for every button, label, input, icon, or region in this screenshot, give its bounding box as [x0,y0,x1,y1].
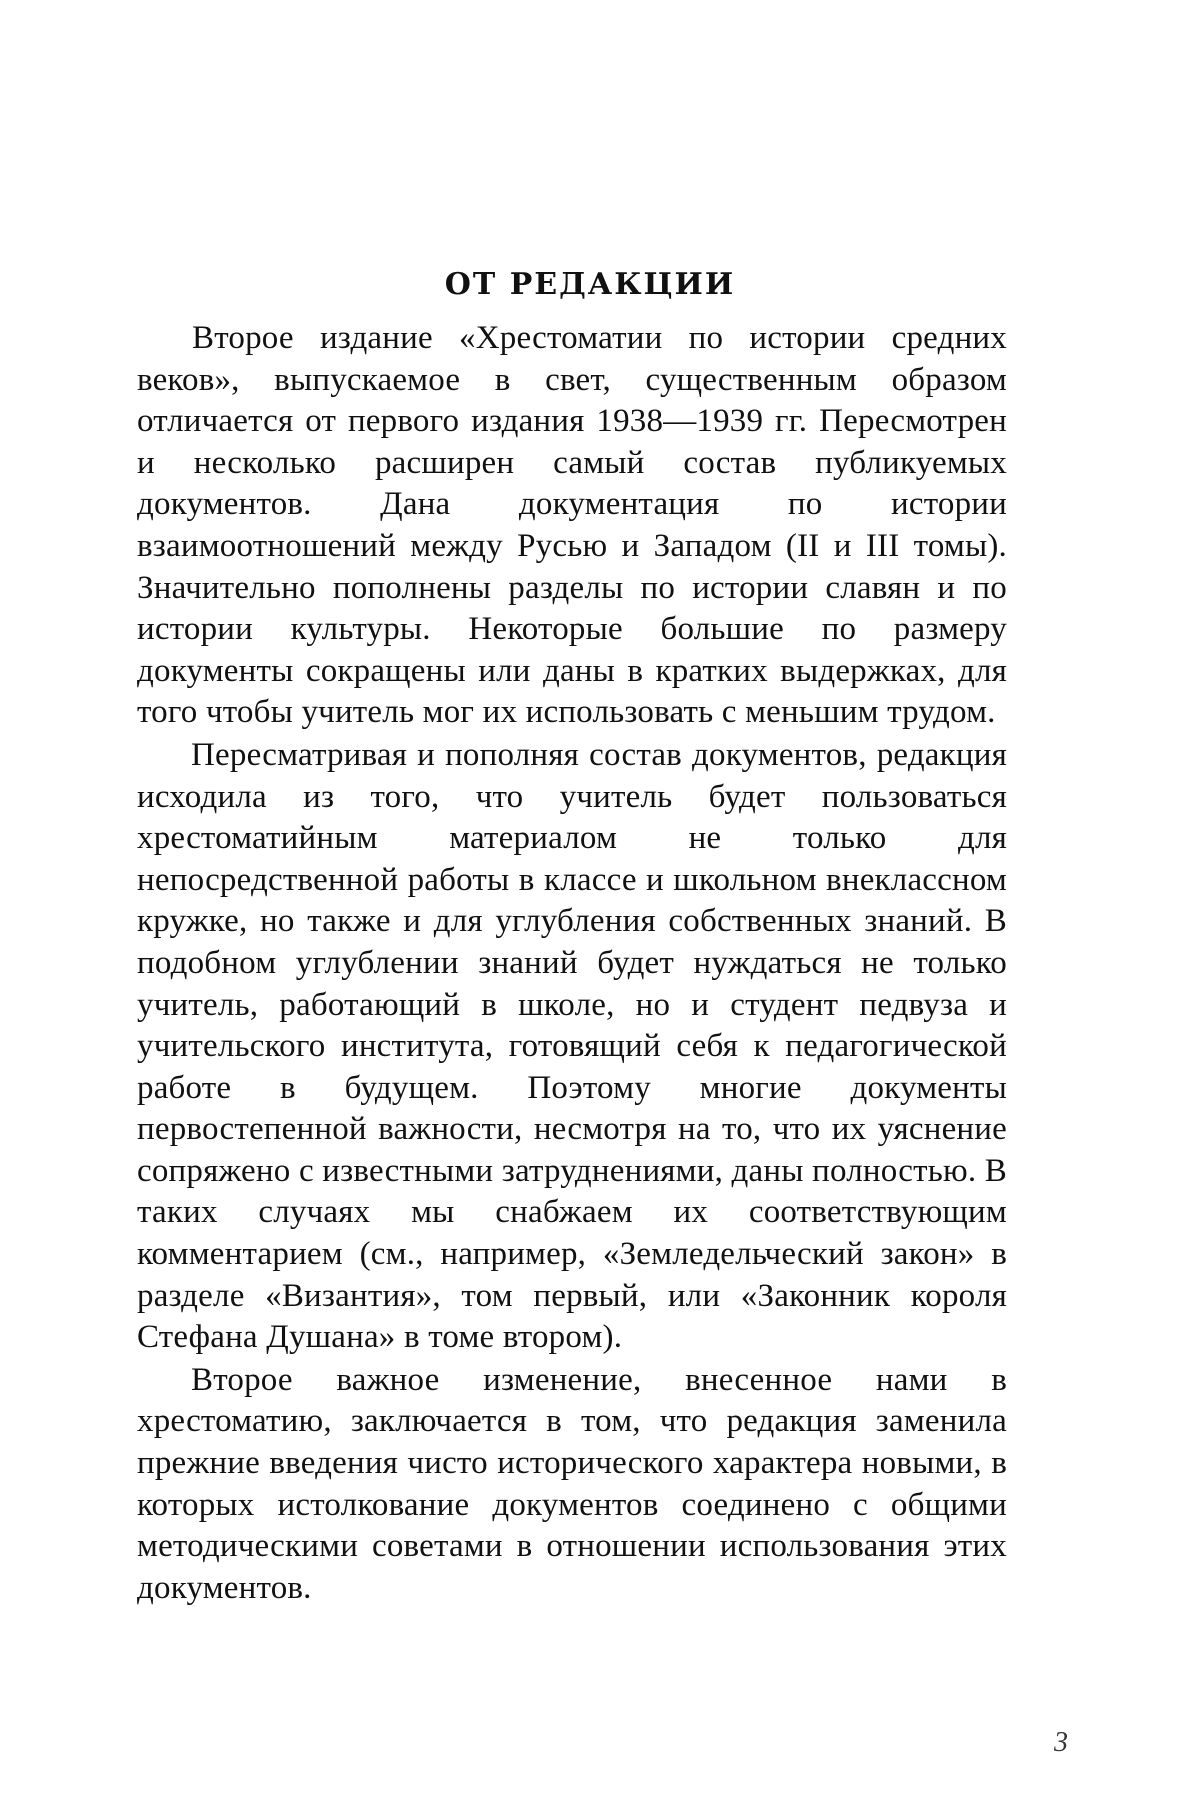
paragraph-3: Второе важное изменение, внесенное нами в хрестоматию, заключается в том, что редакция заменила прежние введения чисто исторического характера новыми, в которых истолкование документов соединено с общими методическими советами в отношении использования этих документов. [137,1360,1007,1610]
page-heading: ОТ РЕДАКЦИИ [137,262,1007,308]
paragraph-2: Пересматривая и пополняя состав документов, редакция исходила из того, что учитель будет пользоваться хрестоматийным материалом не только для непосредственной работы в классе и школьном внеклассном кружке, но также и для углубления собственных знаний. В подобном углублении знаний будет нуждаться не только учитель, работающий в школе, но и студент педвуза и учительского института, готовящий себя к педагогической работе в будущем. Поэтому многие документы первостепенной важности, несмотря на то, что их уяснение сопряжено с известными затруднениями, даны полностью. В таких случаях мы снабжаем их соответствующим комментарием (см., например, «Земледельческий закон» в разделе «Византия», том первый, или «Законник короля Стефана Душана» в томе втором). [137,735,1007,1359]
page-number: 3 [1054,1727,1068,1759]
paragraph-1: Второе издание «Хрестоматии по истории средних веков», выпускаемое в свет, существенным образом отличается от первого издания 1938—1939 гг. Пересмотрен и несколько расширен самый состав публикуемых документов. Дана документация по истории взаимоотношений между Русью и Западом (II и III томы). Значительно пополнены разделы по истории славян и по истории культуры. Некоторые большие по размеру документы сокращены или даны в кратких выдержках, для того чтобы учитель мог их использовать с меньшим трудом. [137,318,1007,734]
page-body [137,262,1007,1609]
